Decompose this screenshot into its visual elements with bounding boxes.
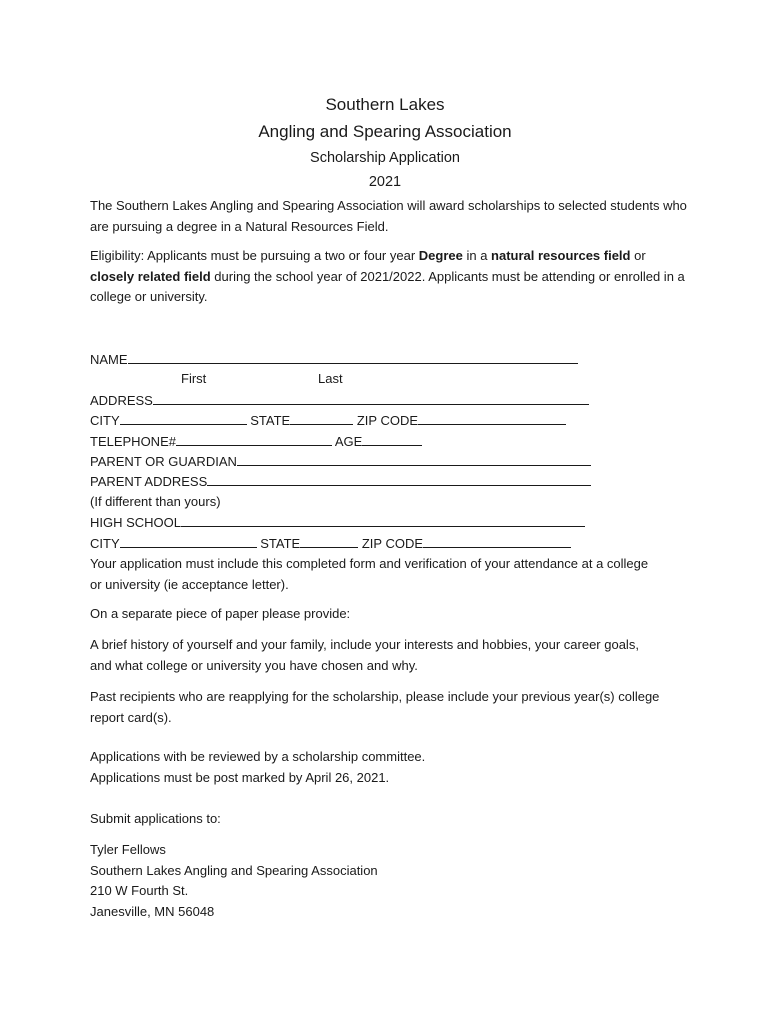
contact-org: Southern Lakes Angling and Spearing Association [90, 863, 378, 878]
high-school-row [90, 512, 585, 533]
first-label: First [181, 371, 207, 386]
past-recipients-paragraph: Past recipients who are reapplying for the scholarship, please include your previous year(s) college report card(s). [90, 689, 660, 725]
parent-field[interactable] [237, 451, 591, 466]
eligibility-text-2: in a [462, 248, 492, 263]
age-label: AGE [334, 434, 363, 449]
contact-city-state-zip: Janesville, MN 56048 [90, 904, 215, 919]
document-year: 2021 [368, 174, 402, 190]
state-label: STATE [250, 413, 291, 428]
name-row [90, 349, 578, 370]
eligibility-paragraph [90, 246, 685, 308]
address-label: ADDRESS [90, 393, 153, 408]
contact-name: Tyler Fellows [90, 842, 166, 857]
high-school-field[interactable] [181, 512, 585, 527]
state-field[interactable] [290, 410, 353, 425]
eligibility-bold-degree: Degree [418, 248, 463, 263]
completed-form-paragraph: Your application must include this completed form and verification of your attendance at a college or university (ie acceptance letter). [90, 556, 649, 592]
telephone-label: TELEPHONE# [90, 434, 176, 449]
parent-address-row [90, 471, 591, 492]
state2-label: STATE [260, 536, 301, 551]
city2-label: CITY [90, 536, 120, 551]
last-label: Last [318, 371, 343, 386]
org-name-line2: Angling and Spearing Association [258, 122, 512, 141]
separate-paper-paragraph: On a separate piece of paper please provide: [90, 606, 351, 621]
zip-field[interactable] [418, 410, 566, 425]
postmarked-line: Applications must be post marked by April 26, 2021. [90, 770, 390, 785]
parent-label: PARENT OR GUARDIAN [90, 454, 237, 469]
address-row [90, 390, 589, 411]
brief-history-paragraph: A brief history of yourself and your family, include your interests and hobbies, your career goals, and what college or university you have chosen and why. [90, 637, 639, 673]
eligibility-text-4: during the school year of 2021/2022. Applicants must be attending or enrolled in a college or university. [90, 268, 685, 304]
parent-address-label: PARENT ADDRESS [90, 474, 208, 489]
org-name-line1: Southern Lakes [325, 95, 445, 114]
city-field[interactable] [120, 410, 247, 425]
city2-field[interactable] [120, 533, 257, 548]
eligibility-text-1: Eligibility: Applicants must be pursuing a two or four year [90, 248, 419, 263]
name-label: NAME [90, 352, 128, 367]
name-field[interactable] [128, 349, 578, 364]
parent-address-field[interactable] [207, 471, 591, 486]
contact-street: 210 W Fourth St. [90, 883, 189, 898]
eligibility-text-3: or [630, 248, 646, 263]
high-school-label: HIGH SCHOOL [90, 515, 182, 530]
intro-paragraph: The Southern Lakes Angling and Spearing Association will award scholarships to selected students who are pursuing a degree in a Natural Resources Field. [90, 198, 687, 234]
telephone-field[interactable] [176, 431, 332, 446]
age-field[interactable] [362, 431, 422, 446]
submit-to-line: Submit applications to: [90, 811, 221, 826]
if-different-note: (If different than yours) [90, 494, 221, 509]
reviewed-line: Applications with be reviewed by a scholarship committee. [90, 749, 426, 764]
state2-field[interactable] [300, 533, 358, 548]
eligibility-bold-related: closely related field [90, 268, 211, 284]
document-title: Scholarship Application [310, 150, 460, 166]
city-state-zip-row-2 [90, 533, 571, 554]
parent-row [90, 451, 591, 472]
city-label: CITY [90, 413, 120, 428]
address-field[interactable] [153, 390, 589, 405]
eligibility-bold-field: natural resources field [491, 248, 631, 263]
zip2-label: ZIP CODE [361, 536, 424, 551]
zip-label: ZIP CODE [356, 413, 419, 428]
city-state-zip-row [90, 410, 566, 431]
telephone-age-row [90, 431, 422, 452]
zip2-field[interactable] [423, 533, 571, 548]
